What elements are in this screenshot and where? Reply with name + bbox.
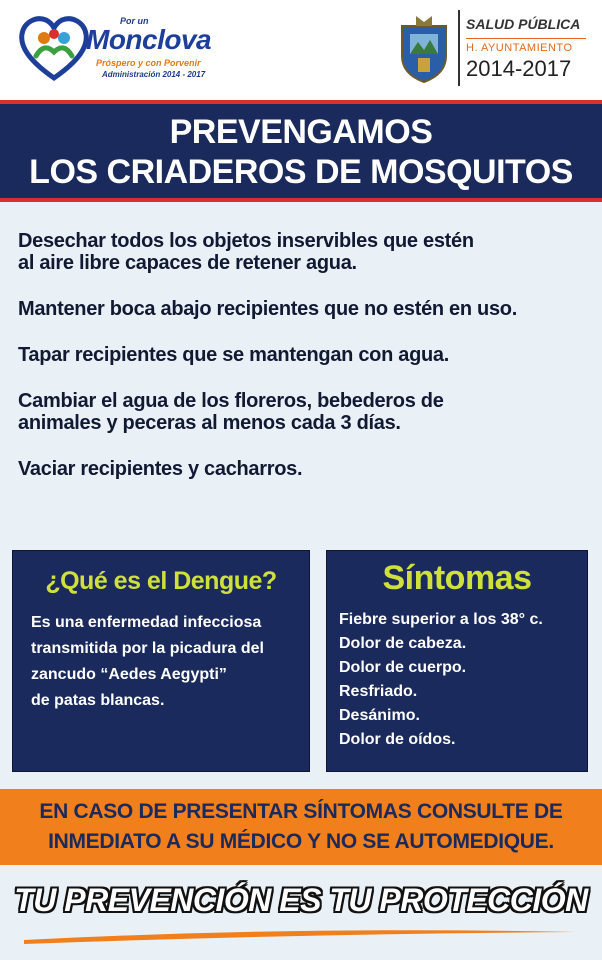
term-years: 2014-2017	[466, 56, 572, 81]
logo-admin: Administración 2014 - 2017	[102, 70, 206, 79]
symptoms-list	[327, 598, 587, 752]
dengue-line: de patas blancas.	[31, 692, 165, 709]
title-line-1: PREVENGAMOS	[169, 113, 433, 151]
header	[0, 0, 602, 100]
symptom-item: Fiebre superior a los 38° c.	[339, 611, 543, 628]
dengue-info-box	[12, 550, 310, 772]
divider	[458, 10, 460, 86]
slogan: TU PREVENCIÓN ES TU PROTECCIÓN	[14, 882, 588, 918]
tip-item: Cambiar el agua de los floreros, bebederos de animales y peceras al menos cada 3 días.	[18, 390, 444, 434]
tip-item: Mantener boca abajo recipientes que no estén en uso.	[18, 298, 517, 320]
tip-item: Vaciar recipientes y cacharros.	[18, 458, 303, 480]
dengue-line: Es una enfermedad infecciosa	[31, 614, 262, 631]
warning-line-2: INMEDIATO A SU MÉDICO Y NO SE AUTOMEDIQUE.	[48, 830, 554, 853]
salud-publica-logo	[396, 8, 592, 92]
title-banner	[0, 100, 602, 202]
divider-line	[466, 38, 586, 39]
dengue-line: zancudo “Aedes Aegypti”	[31, 666, 227, 683]
heart-logo-icon	[18, 12, 90, 84]
logo-brand: Monclova	[86, 24, 212, 55]
symptom-item: Dolor de cuerpo.	[339, 659, 467, 676]
symptoms-box	[326, 550, 588, 772]
prevention-tips	[18, 230, 588, 504]
warning-banner	[0, 789, 602, 865]
logo-por-un: Por un	[120, 16, 149, 26]
tip-item: Desechar todos los objetos inservibles que estén al aire libre capaces de retener agua.	[18, 230, 474, 274]
dengue-title: ¿Qué es el Dengue?	[45, 567, 277, 595]
orange-swoosh-icon	[20, 922, 580, 946]
symptom-item: Dolor de oídos.	[339, 731, 456, 748]
title-line-2: LOS CRIADEROS DE MOSQUITOS	[29, 153, 573, 191]
ayuntamiento-label: H. AYUNTAMIENTO	[466, 42, 573, 54]
dengue-line: transmitida por la picadura del	[31, 640, 264, 657]
symptom-item: Desánimo.	[339, 707, 420, 724]
department-name: SALUD PÚBLICA	[466, 16, 581, 32]
warning-line-1: EN CASO DE PRESENTAR SÍNTOMAS CONSULTE DE	[39, 800, 563, 823]
city-crest-icon	[396, 12, 452, 84]
symptom-item: Dolor de cabeza.	[339, 635, 467, 652]
monclova-logo	[14, 10, 214, 88]
symptoms-title: Síntomas	[382, 559, 532, 597]
dengue-description	[13, 596, 309, 714]
tip-item: Tapar recipientes que se mantengan con agua.	[18, 344, 449, 366]
symptom-item: Resfriado.	[339, 683, 418, 700]
logo-tagline: Próspero y con Porvenir	[96, 58, 201, 68]
